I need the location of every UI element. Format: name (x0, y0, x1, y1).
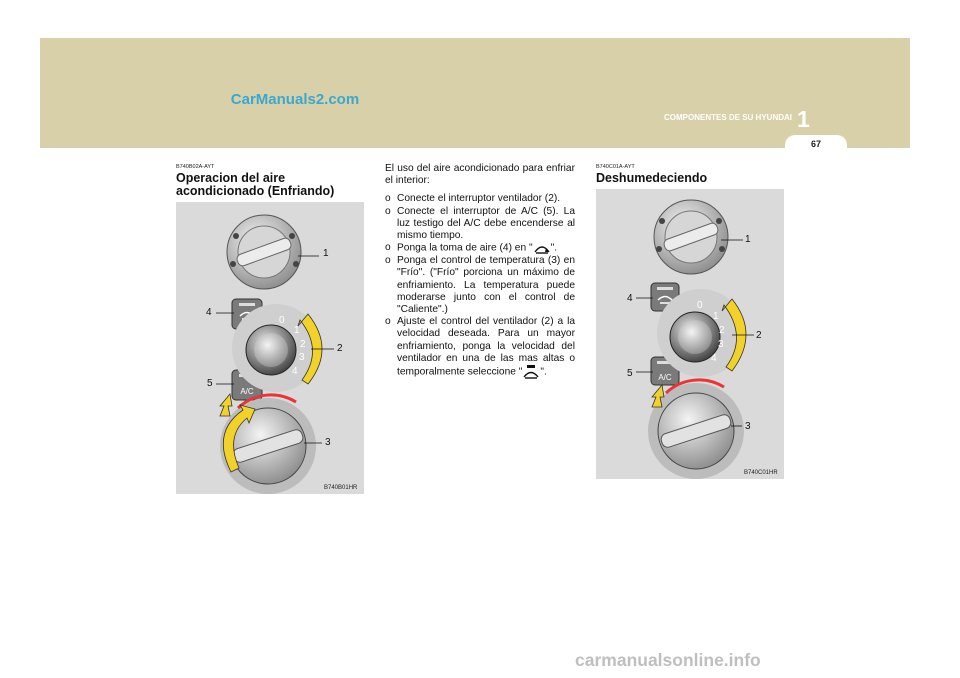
right-callout-1: 1 (745, 234, 751, 245)
right-callout-3: 3 (745, 421, 751, 432)
figure-ac-cooling (176, 202, 364, 494)
left-section-code: B740B02A-AYT (176, 164, 215, 170)
fan-speed-1: 1 (713, 311, 719, 322)
ac-button-label: A/C (240, 387, 254, 396)
fan-speed-0: 0 (279, 315, 285, 326)
right-figure-caption: B740C01HR (744, 470, 778, 476)
fan-speed-2: 2 (300, 339, 306, 350)
ac-button-label: A/C (658, 373, 672, 382)
recirculation-icon (522, 365, 540, 379)
list-item: o Ponga el control de temperatura (3) en "Frío". ("Frío" porciona un máximo de enfriamiento. La temperatura puede moderarse junto con el control de "Caliente".) (385, 255, 575, 315)
left-callout-1: 1 (323, 248, 329, 259)
chapter-number: 1 (797, 106, 810, 132)
fan-speed-3: 3 (299, 352, 305, 363)
fan-speed-4: 4 (292, 366, 298, 377)
steps-list (385, 193, 575, 379)
right-callout-4: 4 (627, 293, 633, 304)
list-item: o Ajuste el control del ventilador (2) a la velocidad deseada. Para un mayor enfriamiento, ponga la velocidad del ventilador en una de las mas altas o temporalmente seleccione " ". (385, 316, 575, 378)
fan-speed-0: 0 (697, 300, 703, 311)
right-section-code: B740C01A-AYT (596, 164, 635, 170)
left-callout-3: 3 (325, 437, 331, 448)
left-callout-5: 5 (207, 378, 213, 389)
fan-speed-4: 4 (711, 353, 717, 364)
list-item: o Conecte el interruptor de A/C (5). La luz testigo del A/C debe encenderse al mismo tiempo. (385, 205, 575, 242)
fan-speed-2: 2 (719, 325, 725, 336)
left-heading-line2: acondicionado (Enfriando) (176, 184, 335, 198)
right-section-heading: Deshumedeciendo (596, 171, 708, 185)
left-callout-2: 2 (337, 343, 343, 354)
watermark-top[interactable]: CarManuals2.com (230, 91, 360, 108)
intro-paragraph: El uso del aire acondicionado para enfriar el interior: (385, 163, 575, 187)
fan-speed-3: 3 (718, 339, 724, 350)
left-callout-4: 4 (206, 307, 212, 318)
instructions-text (385, 163, 575, 379)
left-heading-line1: Operacion del aire (176, 171, 286, 185)
left-section-heading (176, 172, 334, 198)
ac-press-arrow (220, 394, 232, 416)
page-number: 67 (810, 139, 821, 149)
right-callout-5: 5 (627, 368, 633, 379)
list-item: o Conecte el interruptor ventilador (2). (385, 193, 561, 205)
fan-speed-1: 1 (294, 325, 300, 336)
climate-panel-illustration (176, 202, 364, 494)
watermark-bottom[interactable]: carmanualsonline.info (575, 650, 761, 670)
right-callout-2: 2 (756, 330, 762, 341)
list-item: o Ponga la toma de aire (4) en " ". (385, 242, 558, 254)
chapter-title: COMPONENTES DE SU HYUNDAI (663, 113, 792, 122)
recirculation-icon (533, 242, 551, 254)
left-figure-caption: B740B01HR (324, 485, 358, 491)
